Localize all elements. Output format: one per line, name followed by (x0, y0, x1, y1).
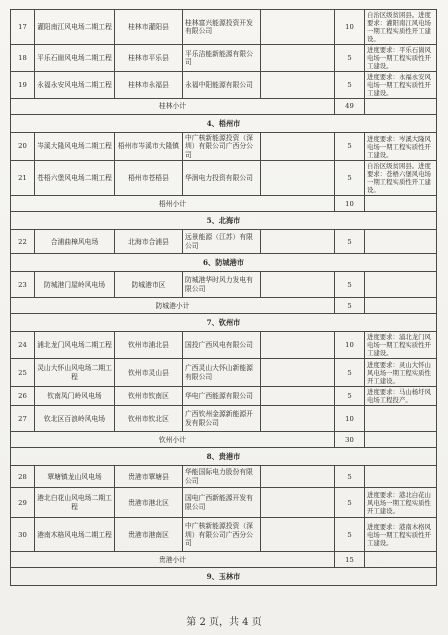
blank-cell (365, 298, 437, 314)
project-name: 钦南凤门岭风电场 (35, 387, 115, 406)
project-location: 钦州市浦北县 (115, 332, 183, 359)
project-owner: 中广核新能源投资（深圳）有限公司广西分公司 (183, 518, 261, 552)
project-name: 防城港门屋岭风电场 (35, 272, 115, 298)
project-capacity: 5 (335, 466, 365, 488)
table-row (11, 161, 437, 196)
project-capacity: 10 (335, 406, 365, 432)
project-owner: 广西钦州金源新能源开发有限公司 (183, 406, 261, 432)
row-number: 20 (11, 133, 35, 161)
project-name: 岑溪大隆风电场二期工程 (35, 133, 115, 161)
subtotal-row (11, 99, 437, 115)
project-capacity: 5 (335, 230, 365, 254)
table-row (11, 387, 437, 406)
table-row (11, 359, 437, 387)
subtotal-row (11, 432, 437, 448)
project-owner: 中广核新能源投资（深圳）有限公司广西分公司 (183, 133, 261, 161)
subtotal-capacity: 15 (335, 552, 365, 568)
row-number: 30 (11, 518, 35, 552)
project-capacity: 5 (335, 359, 365, 387)
blank-cell (261, 406, 335, 432)
row-number: 26 (11, 387, 35, 406)
blank-cell (261, 332, 335, 359)
project-capacity: 10 (335, 332, 365, 359)
blank-cell (261, 161, 335, 196)
project-location: 贵港市港南区 (115, 518, 183, 552)
wind-project-table (10, 9, 437, 586)
blank-cell (261, 488, 335, 518)
project-capacity: 5 (335, 72, 365, 99)
blank-cell (261, 272, 335, 298)
row-number: 21 (11, 161, 35, 196)
page-footer: 第 2 页，共 4 页 (186, 617, 262, 628)
table-row (11, 133, 437, 161)
subtotal-label: 防城港小计 (11, 298, 335, 314)
table-row (11, 406, 437, 432)
project-name: 永福永安风电场二期工程 (35, 72, 115, 99)
project-owner: 国电广西新能源开发有限公司 (183, 488, 261, 518)
project-owner: 华电广西能源有限公司 (183, 387, 261, 406)
project-location: 钦州市灵山县 (115, 359, 183, 387)
subtotal-capacity: 49 (335, 99, 365, 115)
project-note: 进度要求：浦北龙门风电场一期工程实质性开工建设。 (365, 332, 437, 359)
project-owner: 桂林富兴能源投资开发有限公司 (183, 10, 261, 45)
project-owner: 平乐洁能新能源有限公司 (183, 45, 261, 72)
row-number: 28 (11, 466, 35, 488)
table-row (11, 272, 437, 298)
project-note: 进度要求：港北白花山风电场一期工程实质性开工建设。 (365, 488, 437, 518)
table-row (11, 518, 437, 552)
subtotal-label: 钦州小计 (11, 432, 335, 448)
project-location: 桂林市永福县 (115, 72, 183, 99)
project-note (365, 272, 437, 298)
project-note: 进度要求：岑溪大隆风电场一期工程实质性开工建设。 (365, 133, 437, 161)
project-note: 进度要求：灵山大怀山风电场一期工程实质性开工建设。 (365, 359, 437, 387)
blank-cell (261, 133, 335, 161)
project-capacity: 5 (335, 45, 365, 72)
blank-cell (261, 518, 335, 552)
table-row (11, 230, 437, 254)
subtotal-capacity: 30 (335, 432, 365, 448)
row-number: 24 (11, 332, 35, 359)
table-row (11, 332, 437, 359)
section-header (11, 314, 437, 332)
table-row (11, 466, 437, 488)
project-note (365, 230, 437, 254)
section-title: 9、玉林市 (11, 568, 437, 586)
project-note: 进度要求：平乐石崮风电场一期工程实质性开工建设。 (365, 45, 437, 72)
row-number: 29 (11, 488, 35, 518)
row-number: 22 (11, 230, 35, 254)
project-note (365, 406, 437, 432)
section-header (11, 448, 437, 466)
section-header (11, 212, 437, 230)
blank-cell (261, 359, 335, 387)
row-number: 18 (11, 45, 35, 72)
project-name: 覃塘镇龙山风电场 (35, 466, 115, 488)
project-name: 港南木格风电场二期工程 (35, 518, 115, 552)
project-capacity: 5 (335, 161, 365, 196)
blank-cell (365, 552, 437, 568)
subtotal-row (11, 298, 437, 314)
project-location: 桂林市灌阳县 (115, 10, 183, 45)
project-name: 平乐石崮风电场二期工程 (35, 45, 115, 72)
project-location: 贵港市覃塘县 (115, 466, 183, 488)
row-number: 23 (11, 272, 35, 298)
project-capacity: 5 (335, 133, 365, 161)
subtotal-capacity: 10 (335, 196, 365, 212)
subtotal-label: 贵港小计 (11, 552, 335, 568)
project-capacity: 5 (335, 387, 365, 406)
project-name: 浦北龙门风电场二期工程 (35, 332, 115, 359)
blank-cell (261, 466, 335, 488)
blank-cell (261, 72, 335, 99)
table-row (11, 10, 437, 45)
project-location: 桂林市平乐县 (115, 45, 183, 72)
row-number: 25 (11, 359, 35, 387)
project-note: 自治区级贫困县。进度要求：苍梧六堡风电场一期工程实质性开工建设。 (365, 161, 437, 196)
project-capacity: 5 (335, 488, 365, 518)
project-name: 灵山大怀山风电场二期工程 (35, 359, 115, 387)
project-name: 灌阳南江风电场二期工程 (35, 10, 115, 45)
project-location: 钦州市钦南区 (115, 387, 183, 406)
subtotal-label: 梧州小计 (11, 196, 335, 212)
project-capacity: 5 (335, 518, 365, 552)
table-row (11, 488, 437, 518)
project-owner: 国投广西风电有限公司 (183, 332, 261, 359)
section-header (11, 254, 437, 272)
project-owner: 华能国际电力股份有限公司 (183, 466, 261, 488)
subtotal-row (11, 196, 437, 212)
blank-cell (365, 196, 437, 212)
subtotal-row (11, 552, 437, 568)
project-owner: 华润电力投资有限公司 (183, 161, 261, 196)
section-title: 4、梧州市 (11, 115, 437, 133)
row-number: 27 (11, 406, 35, 432)
project-note: 进度要求：马山杨圩风电场工程投产。 (365, 387, 437, 406)
project-capacity: 5 (335, 272, 365, 298)
section-title: 7、钦州市 (11, 314, 437, 332)
table-row (11, 72, 437, 99)
blank-cell (261, 387, 335, 406)
project-note: 进度要求：永福永安风电场一期工程实质性开工建设。 (365, 72, 437, 99)
project-owner: 远景能源（江苏）有限公司 (183, 230, 261, 254)
subtotal-label: 桂林小计 (11, 99, 335, 115)
project-name: 苍梧六堡风电场二期工程 (35, 161, 115, 196)
section-title: 8、贵港市 (11, 448, 437, 466)
table-row (11, 45, 437, 72)
blank-cell (261, 10, 335, 45)
blank-cell (261, 45, 335, 72)
project-owner: 防城港华时风力发电有限公司 (183, 272, 261, 298)
project-note: 自治区级贫困县。进度要求：灌阳南江风电场一期工程实质性开工建设。 (365, 10, 437, 45)
section-header (11, 568, 437, 586)
project-note (365, 466, 437, 488)
project-location: 北海市合浦县 (115, 230, 183, 254)
subtotal-capacity: 5 (335, 298, 365, 314)
section-title: 5、北海市 (11, 212, 437, 230)
project-note: 进度要求：港南木格风电场一期工程实质性开工建设。 (365, 518, 437, 552)
project-location: 梧州市苍梧县 (115, 161, 183, 196)
section-title: 6、防城港市 (11, 254, 437, 272)
project-location: 钦州市钦北区 (115, 406, 183, 432)
blank-cell (365, 99, 437, 115)
project-name: 合浦曲樟风电场 (35, 230, 115, 254)
project-name: 钦北区百浪岭风电场 (35, 406, 115, 432)
section-header (11, 115, 437, 133)
project-location: 防城港市区 (115, 272, 183, 298)
project-location: 梧州市岑溪市大隆镇 (115, 133, 183, 161)
project-name: 港北白花山风电场二期工程 (35, 488, 115, 518)
blank-cell (261, 230, 335, 254)
project-location: 贵港市港北区 (115, 488, 183, 518)
project-owner: 永福中阳能源有限公司 (183, 72, 261, 99)
project-owner: 广西灵山大怀山新能源有限公司 (183, 359, 261, 387)
blank-cell (365, 432, 437, 448)
row-number: 19 (11, 72, 35, 99)
project-capacity: 10 (335, 10, 365, 45)
row-number: 17 (11, 10, 35, 45)
